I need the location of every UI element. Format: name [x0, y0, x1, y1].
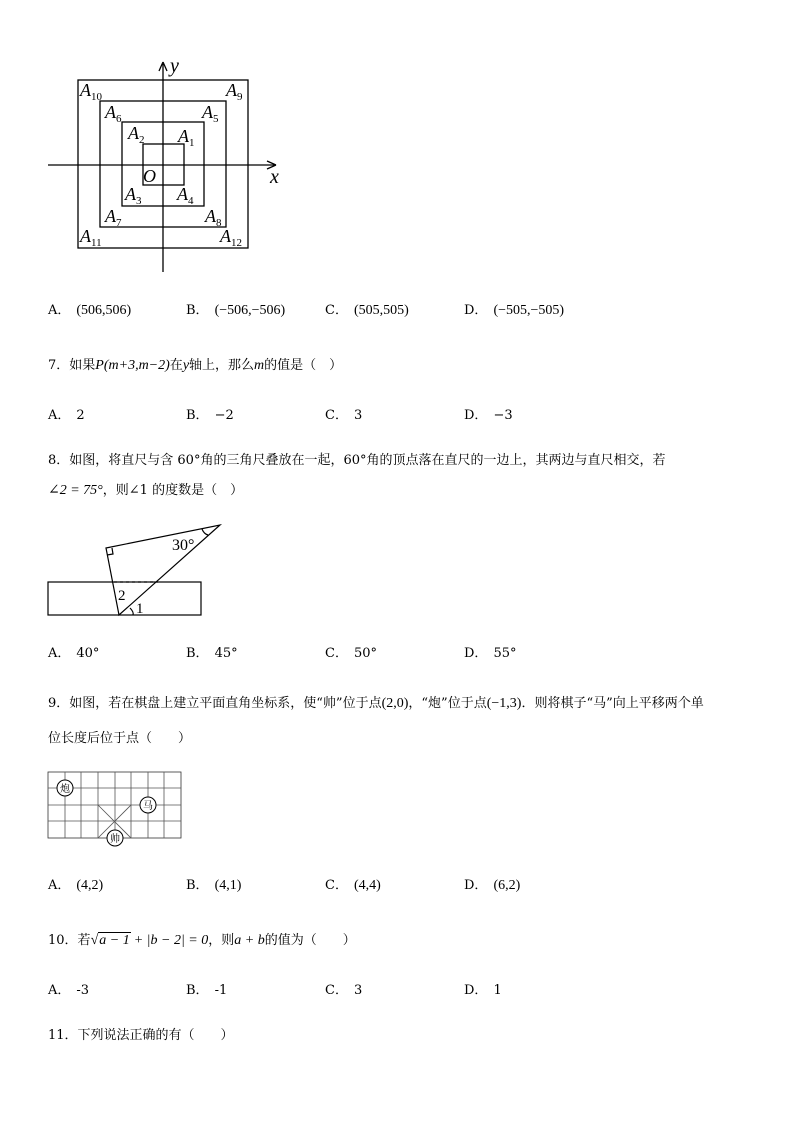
label-a2: $A_2$: [128, 123, 145, 146]
piece-pao: [57, 780, 73, 796]
q8-stem-line2: ∠2 = 75°，则∠1 的度数是（ ）: [48, 483, 244, 498]
label-a11: $A_{11}$: [80, 226, 102, 249]
label-a6: $A_6$: [105, 102, 122, 125]
q6-option-b[interactable]: B． (−506,−506): [186, 303, 286, 318]
svg-text:炮: 炮: [60, 784, 70, 795]
q7-option-c[interactable]: C． 3: [325, 408, 363, 423]
label-a4: $A_4$: [177, 184, 194, 207]
chess-board-figure: [44, 768, 190, 854]
q6-option-a[interactable]: A． (506,506): [48, 303, 132, 318]
label-angle-1: 1: [136, 601, 144, 617]
angle-30-arc: [202, 529, 208, 535]
q9-stem-line2: 位长度后位于点（ ）: [48, 731, 192, 746]
svg-text:马: 马: [143, 801, 153, 812]
piece-shuai: [107, 830, 123, 846]
label-a5: $A_5$: [202, 102, 219, 125]
q8-option-a[interactable]: A． 40°: [48, 646, 100, 661]
square-spiral-figure: [40, 50, 300, 280]
q9-option-c[interactable]: C． (4,4): [325, 878, 381, 893]
label-a1: $A_1$: [178, 126, 195, 149]
origin-label: O: [143, 166, 156, 186]
q7-stem: 7．如果P(m+3,m−2)在y轴上，那么m的值是（ ）: [48, 358, 343, 373]
q6-option-d[interactable]: D． (−505,−505): [464, 303, 565, 318]
svg-text:帅: 帅: [110, 834, 120, 845]
q7-option-d[interactable]: D． −3: [464, 408, 513, 423]
q9-stem-line1: 9．如图，若在棋盘上建立平面直角坐标系，使“帅”位于点(2,0)，“炮”位于点(−1,3)．则将棋子“马”向上平移两个单: [48, 696, 704, 711]
right-angle-mark: [107, 548, 113, 555]
label-a3: $A_3$: [125, 184, 142, 207]
q9-option-b[interactable]: B． (4,1): [186, 878, 242, 893]
q8-option-c[interactable]: C． 50°: [325, 646, 377, 661]
label-a7: $A_7$: [105, 206, 122, 229]
q7-option-b[interactable]: B． −2: [186, 408, 234, 423]
q10-option-a[interactable]: A． -3: [48, 983, 90, 998]
q10-option-d[interactable]: D． 1: [464, 983, 502, 998]
q10-stem: 10．若√a − 1 + |b − 2| = 0，则a + b的值为（ ）: [48, 933, 356, 948]
q6-option-c[interactable]: C． (505,505): [325, 303, 409, 318]
label-a8: $A_8$: [205, 206, 222, 229]
angle-1-arc: [130, 608, 133, 615]
q9-option-d[interactable]: D． (6,2): [464, 878, 521, 893]
label-a12: $A_{12}$: [220, 226, 242, 249]
ruler-triangle-figure: [44, 520, 224, 620]
y-axis-label: y: [170, 55, 179, 77]
q10-option-c[interactable]: C． 3: [325, 983, 363, 998]
label-30-deg: 30°: [172, 537, 195, 554]
label-a9: $A_9$: [226, 80, 243, 103]
q7-option-a[interactable]: A． 2: [48, 408, 85, 423]
q8-option-d[interactable]: D． 55°: [464, 646, 517, 661]
piece-ma: [140, 797, 156, 813]
sqrt-symbol: √: [90, 933, 99, 948]
x-axis-label: x: [270, 166, 279, 188]
q10-option-b[interactable]: B． -1: [186, 983, 228, 998]
q8-stem-line1: 8．如图，将直尺与含 60°角的三角尺叠放在一起，60°角的顶点落在直尺的一边上，其两边与直尺相交，若: [48, 453, 666, 468]
label-angle-2: 2: [118, 588, 126, 604]
label-a10: $A_{10}$: [80, 80, 102, 103]
q8-option-b[interactable]: B． 45°: [186, 646, 238, 661]
q11-stem: 11．下列说法正确的有（ ）: [48, 1028, 234, 1043]
q9-option-a[interactable]: A． (4,2): [48, 878, 104, 893]
